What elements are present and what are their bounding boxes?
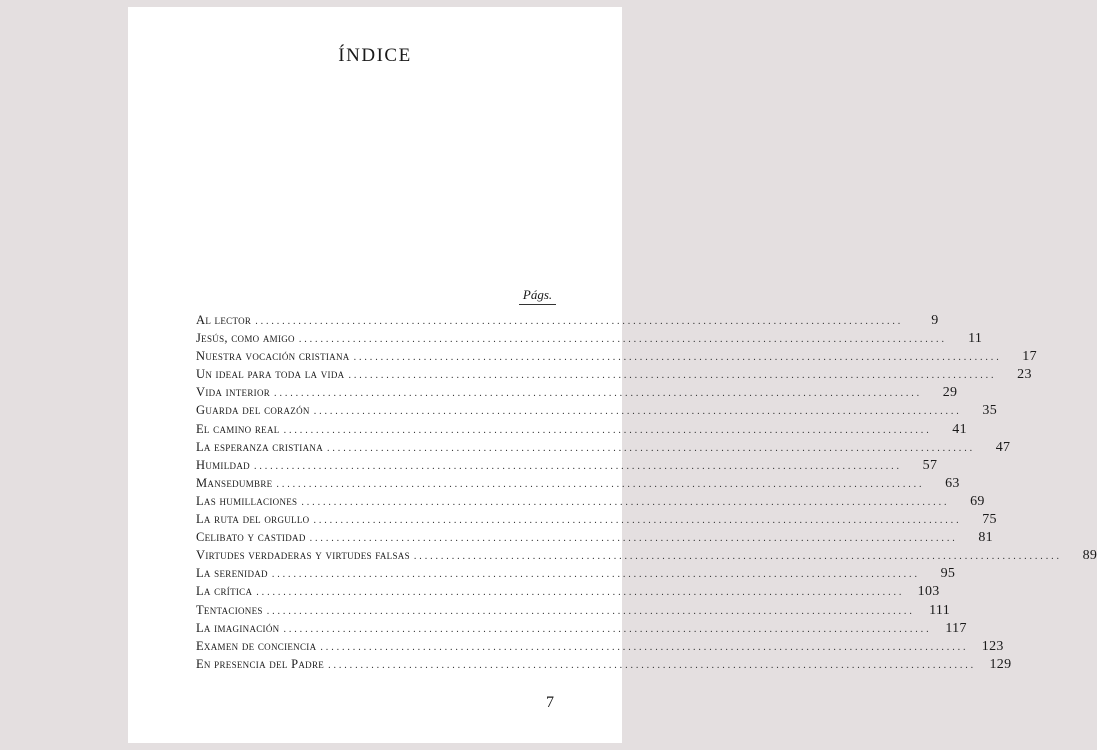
dot-leader: . . . . . . . . . . . . . . . . . . . . . . . . . . . . . . . . . . . . . . . . . . . . . . . . . . . . . . . . . . . . . . . . . . . . . . . . . . . . . . . . . . . . . . . . . . . . . . . . . . . . . . . . . . . . . . . . . . . . . . . . xyxy=(313,515,959,527)
dot-leader: . . . . . . . . . . . . . . . . . . . . . . . . . . . . . . . . . . . . . . . . . . . . . . . . . . . . . . . . . . . . . . . . . . . . . . . . . . . . . . . . . . . . . . . . . . . . . . . . . . . . . . . . . . . . . . . . . . . . . . . . xyxy=(298,334,945,346)
dot-leader: . . . . . . . . . . . . . . . . . . . . . . . . . . . . . . . . . . . . . . . . . . . . . . . . . . . . . . . . . . . . . . . . . . . . . . . . . . . . . . . . . . . . . . . . . . . . . . . . . . . . . . . . . . . . . . . . . . . . . . . . xyxy=(283,424,929,436)
toc-entry-title: Al lector xyxy=(196,313,252,327)
toc-entry-page: 103 xyxy=(917,584,940,600)
toc-entry-page: 47 xyxy=(995,439,1011,455)
toc-entry-page: 69 xyxy=(970,493,985,509)
toc-entry-title: Mansedumbre xyxy=(196,475,273,490)
toc-entry xyxy=(196,474,960,492)
pages-column-header: Págs. xyxy=(519,287,556,305)
toc-entry-title: La crítica xyxy=(196,584,253,599)
toc-entry-page: 9 xyxy=(931,313,939,328)
toc-entry xyxy=(196,365,1032,383)
toc-entry-title: La ruta del orgullo xyxy=(196,512,310,527)
toc-entry-title: La esperanza cristiana xyxy=(196,439,323,454)
toc-entry-page: 35 xyxy=(982,403,997,419)
toc-entry-page: 63 xyxy=(945,475,960,491)
toc-entry-title: Celibato y castidad xyxy=(196,530,306,545)
toc-entry xyxy=(196,528,993,546)
dot-leader: . . . . . . . . . . . . . . . . . . . . . . . . . . . . . . . . . . . . . . . . . . . . . . . . . . . . . . . . . . . . . . . . . . . . . . . . . . . . . . . . . . . . . . . . . . . . . . . . . . . . . . . . . . . . . . . . . . . . . . . . xyxy=(301,496,947,508)
toc-entry-title: El camino real xyxy=(196,421,280,436)
toc-entry xyxy=(196,347,1037,365)
toc-entry-page: 117 xyxy=(945,620,967,636)
dot-leader: . . . . . . . . . . . . . . . . . . . . . . . . . . . . . . . . . . . . . . . . . . . . . . . . . . . . . . . . . . . . . . . . . . . . . . . . . . . . . . . . . . . . . . . . . . . . . . . . . . . . . . . . . . . . . . . . . . . . . . . . xyxy=(353,352,999,364)
toc-entry-page: 57 xyxy=(922,457,938,473)
dot-leader: . . . . . . . . . . . . . . . . . . . . . . . . . . . . . . . . . . . . . . . . . . . . . . . . . . . . . . . . . . . . . . . . . . . . . . . . . . . . . . . . . . . . . . . . . . . . . . . . . . . . . . . . . . . . . . . . . . . . . . . . xyxy=(253,460,900,472)
page-title: ÍNDICE xyxy=(338,45,412,66)
dot-leader: . . . . . . . . . . . . . . . . . . . . . . . . . . . . . . . . . . . . . . . . . . . . . . . . . . . . . . . . . . . . . . . . . . . . . . . . . . . . . . . . . . . . . . . . . . . . . . . . . . . . . . . . . . . . . . . . . . . . . . . . xyxy=(266,605,913,617)
toc-entry-title: Virtudes verdaderas y virtudes falsas xyxy=(196,548,410,563)
dot-leader: . . . . . . . . . . . . . . . . . . . . . . . . . . . . . . . . . . . . . . . . . . . . . . . . . . . . . . . . . . . . . . . . . . . . . . . . . . . . . . . . . . . . . . . . . . . . . . . . . . . . . . . . . . . . . . . . . . . . . . . . xyxy=(327,442,973,454)
toc-entry xyxy=(196,492,985,510)
toc-entry-page: 11 xyxy=(968,331,983,347)
dot-leader: . . . . . . . . . . . . . . . . . . . . . . . . . . . . . . . . . . . . . . . . . . . . . . . . . . . . . . . . . . . . . . . . . . . . . . . . . . . . . . . . . . . . . . . . . . . . . . . . . . . . . . . . . . . . . . . . . . . . . . . . xyxy=(256,587,902,599)
toc-entry xyxy=(196,311,939,329)
toc-entry xyxy=(196,510,997,528)
toc-entry-page: 75 xyxy=(982,512,997,528)
toc-entry-title: Humildad xyxy=(196,457,250,472)
toc-entry-title: Examen de conciencia xyxy=(196,638,317,653)
dot-leader: . . . . . . . . . . . . . . . . . . . . . . . . . . . . . . . . . . . . . . . . . . . . . . . . . . . . . . . . . . . . . . . . . . . . . . . . . . . . . . . . . . . . . . . . . . . . . . . . . . . . . . . . . . . . . . . . . . . . . . . . xyxy=(276,478,922,490)
toc-entry xyxy=(196,655,1012,673)
toc-entry-title: Nuestra vocación cristiana xyxy=(196,349,350,364)
dot-leader: . . . . . . . . . . . . . . . . . . . . . . . . . . . . . . . . . . . . . . . . . . . . . . . . . . . . . . . . . . . . . . . . . . . . . . . . . . . . . . . . . . . . . . . . . . . . . . . . . . . . . . . . . . . . . . . . . . . . . . . . xyxy=(320,641,966,653)
dot-leader: . . . . . . . . . . . . . . . . . . . . . . . . . . . . . . . . . . . . . . . . . . . . . . . . . . . . . . . . . . . . . . . . . . . . . . . . . . . . . . . . . . . . . . . . . . . . . . . . . . . . . . . . . . . . . . . . . . . . . . . . xyxy=(309,533,955,545)
toc-entry xyxy=(196,619,967,637)
toc-entry xyxy=(196,582,940,600)
toc-entry-page: 29 xyxy=(942,385,958,401)
toc-entry-title: La serenidad xyxy=(196,566,268,581)
toc-entry-page: 123 xyxy=(981,638,1004,654)
toc-entry xyxy=(196,564,956,582)
toc-entry-title: En presencia del Padre xyxy=(196,656,325,671)
toc-entry-title: Las humillaciones xyxy=(196,493,298,508)
dot-leader: . . . . . . . . . . . . . . . . . . . . . . . . . . . . . . . . . . . . . . . . . . . . . . . . . . . . . . . . . . . . . . . . . . . . . . . . . . . . . . . . . . . . . . . . . . . . . . . . . . . . . . . . . . . . . . . . . . . . . . . . xyxy=(255,316,901,327)
page-number: 7 xyxy=(546,694,554,711)
dot-leader: . . . . . . . . . . . . . . . . . . . . . . . . . . . . . . . . . . . . . . . . . . . . . . . . . . . . . . . . . . . . . . . . . . . . . . . . . . . . . . . . . . . . . . . . . . . . . . . . . . . . . . . . . . . . . . . . . . . . . . . . xyxy=(271,569,918,581)
dot-leader: . . . . . . . . . . . . . . . . . . . . . . . . . . . . . . . . . . . . . . . . . . . . . . . . . . . . . . . . . . . . . . . . . . . . . . . . . . . . . . . . . . . . . . . . . . . . . . . . . . . . . . . . . . . . . . . . . . . . . . . . xyxy=(348,370,994,382)
toc-entry-title: Jesús, como amigo xyxy=(196,331,295,346)
toc-entry-page: 89 xyxy=(1082,548,1097,564)
toc-entry-page: 17 xyxy=(1022,349,1037,365)
toc-entry xyxy=(196,601,951,619)
toc-entry xyxy=(196,383,958,401)
toc-entry xyxy=(196,546,1097,564)
toc-entry-page: 95 xyxy=(940,566,956,582)
toc-entry-title: Guarda del corazón xyxy=(196,403,310,418)
dot-leader: . . . . . . . . . . . . . . . . . . . . . . . . . . . . . . . . . . . . . . . . . . . . . . . . . . . . . . . . . . . . . . . . . . . . . . . . . . . . . . . . . . . . . . . . . . . . . . . . . . . . . . . . . . . . . . . . . . . . . . . . xyxy=(313,406,959,418)
toc-entry-page: 23 xyxy=(1017,367,1032,383)
toc-entry xyxy=(196,329,983,347)
toc-entry-title: La imaginación xyxy=(196,620,280,635)
toc-entry-page: 41 xyxy=(952,421,967,437)
table-of-contents xyxy=(196,311,1097,673)
toc-entry-page: 129 xyxy=(989,656,1012,672)
toc-entry xyxy=(196,438,1011,456)
dot-leader: . . . . . . . . . . . . . . . . . . . . . . . . . . . . . . . . . . . . . . . . . . . . . . . . . . . . . . . . . . . . . . . . . . . . . . . . . . . . . . . . . . . . . . . . . . . . . . . . . . . . . . . . . . . . . . . . . . . . . . . . xyxy=(283,623,929,635)
dot-leader: . . . . . . . . . . . . . . . . . . . . . . . . . . . . . . . . . . . . . . . . . . . . . . . . . . . . . . . . . . . . . . . . . . . . . . . . . . . . . . . . . . . . . . . . . . . . . . . . . . . . . . . . . . . . . . . . . . . . . . . . xyxy=(413,551,1060,563)
toc-entry xyxy=(196,401,997,419)
toc-entry-title: Un ideal para toda la vida xyxy=(196,367,345,382)
toc-entry xyxy=(196,637,1004,655)
dot-leader: . . . . . . . . . . . . . . . . . . . . . . . . . . . . . . . . . . . . . . . . . . . . . . . . . . . . . . . . . . . . . . . . . . . . . . . . . . . . . . . . . . . . . . . . . . . . . . . . . . . . . . . . . . . . . . . . . . . . . . . . xyxy=(328,659,974,671)
toc-entry xyxy=(196,456,938,474)
toc-entry-title: Vida interior xyxy=(196,385,271,400)
toc-entry xyxy=(196,420,967,438)
toc-entry-title: Tentaciones xyxy=(196,602,263,617)
toc-entry-page: 81 xyxy=(978,530,993,546)
toc-entry-page: 111 xyxy=(929,602,951,618)
dot-leader: . . . . . . . . . . . . . . . . . . . . . . . . . . . . . . . . . . . . . . . . . . . . . . . . . . . . . . . . . . . . . . . . . . . . . . . . . . . . . . . . . . . . . . . . . . . . . . . . . . . . . . . . . . . . . . . . . . . . . . . . xyxy=(274,388,920,400)
